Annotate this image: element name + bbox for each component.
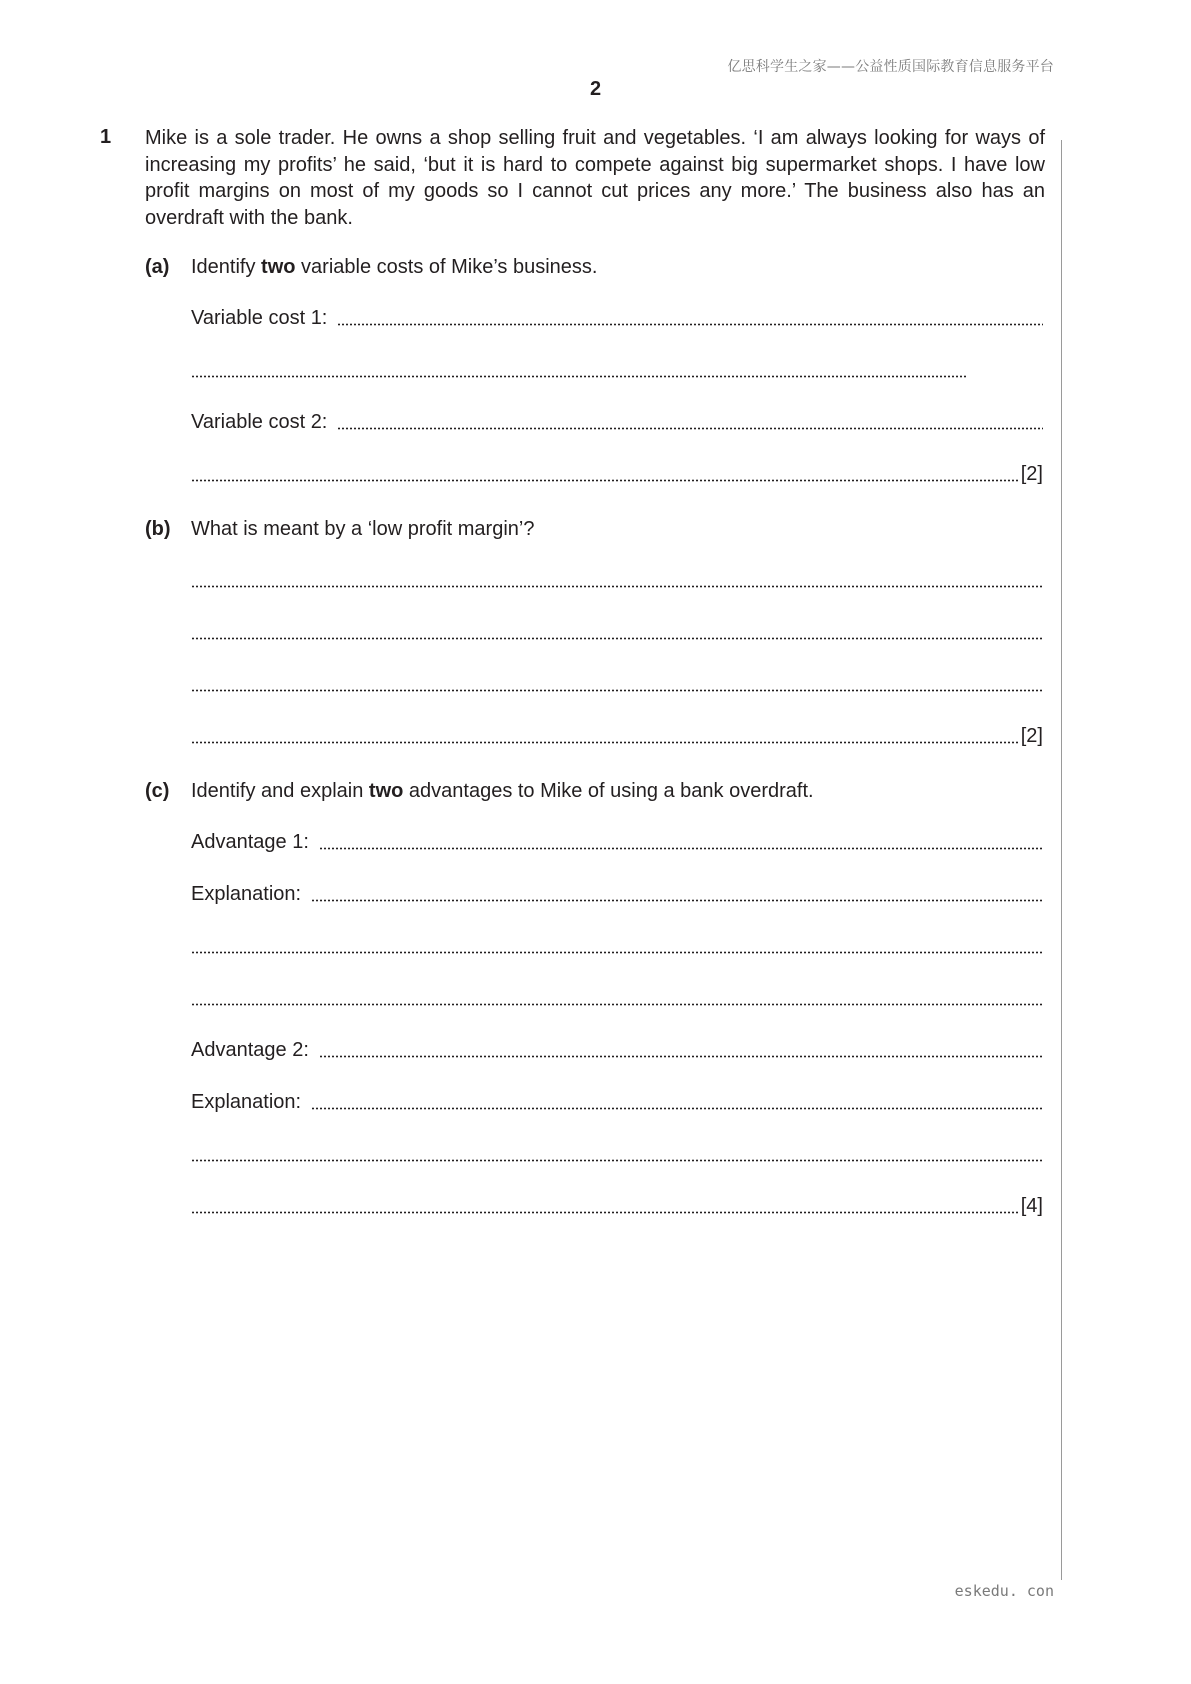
dotted-answer-line — [191, 1211, 1019, 1214]
part-b-label: (b) — [145, 518, 171, 540]
advantage-2-label: Advantage 2: — [191, 1039, 309, 1061]
marks-allocation-b: [2] — [1020, 725, 1043, 747]
answer-line-advantage-1[interactable] — [191, 830, 1043, 854]
explanation-1-label: Explanation: — [191, 883, 302, 905]
marks-allocation-a: [2] — [1020, 463, 1043, 485]
answer-line-variable-cost-1[interactable] — [191, 306, 1043, 330]
marks-allocation-c: [4] — [1020, 1195, 1043, 1217]
answer-line-b-2[interactable] — [191, 620, 1043, 644]
variable-cost-2-label: Variable cost 2: — [191, 411, 328, 433]
margin-rule — [1061, 140, 1062, 1580]
part-a-label: (a) — [145, 256, 170, 278]
part-c-question: Identify and explain two advantages to Mike of using a bank overdraft. — [191, 780, 814, 802]
footer-watermark: eskedu. con — [954, 1582, 1054, 1600]
answer-line-explanation-2-continued-a[interactable] — [191, 1142, 1043, 1166]
part-b-question: What is meant by a ‘low profit margin’? — [191, 518, 535, 540]
dotted-answer-line — [337, 427, 1043, 430]
answer-line-explanation-2-continued-b[interactable] — [191, 1194, 1043, 1218]
dotted-answer-line — [191, 585, 1043, 588]
question-number: 1 — [100, 126, 112, 148]
answer-line-b-4[interactable] — [191, 724, 1043, 748]
advantage-1-label: Advantage 1: — [191, 831, 309, 853]
variable-cost-1-label: Variable cost 1: — [191, 307, 328, 329]
part-a-question: Identify two variable costs of Mike’s business. — [191, 256, 598, 278]
answer-line-variable-cost-1-continued[interactable] — [191, 358, 966, 382]
dotted-answer-line — [337, 323, 1043, 326]
header-watermark: 亿思科学生之家——公益性质国际教育信息服务平台 — [727, 59, 1054, 75]
dotted-answer-line — [319, 847, 1043, 850]
dotted-answer-line — [191, 951, 1043, 954]
answer-line-explanation-1-continued-b[interactable] — [191, 986, 1043, 1010]
page-number: 2 — [589, 78, 602, 100]
answer-line-explanation-2[interactable] — [191, 1090, 1043, 1114]
answer-line-b-1[interactable] — [191, 568, 1043, 592]
dotted-answer-line — [191, 689, 1043, 692]
dotted-answer-line — [311, 1107, 1043, 1110]
dotted-answer-line — [191, 741, 1019, 744]
answer-line-advantage-2[interactable] — [191, 1038, 1043, 1062]
explanation-2-label: Explanation: — [191, 1091, 302, 1113]
answer-line-variable-cost-2[interactable] — [191, 410, 1043, 434]
answer-line-explanation-1-continued-a[interactable] — [191, 934, 1043, 958]
emphasis-two: two — [368, 780, 404, 802]
dotted-answer-line — [191, 637, 1043, 640]
dotted-answer-line — [191, 375, 966, 378]
answer-line-explanation-1[interactable] — [191, 882, 1043, 906]
part-c-label: (c) — [145, 780, 170, 802]
dotted-answer-line — [191, 1003, 1043, 1006]
dotted-answer-line — [311, 899, 1043, 902]
question-stem: Mike is a sole trader. He owns a shop selling fruit and vegetables. ‘I am always looking for ways of increasing my profits’ he said, ‘but it is hard to compete against big supermarket shops. I have low profit margins on most of my goods so I cannot cut prices any more.’ The business also has an overdraft with the bank. — [145, 127, 1045, 229]
emphasis-two: two — [261, 256, 296, 278]
dotted-answer-line — [191, 479, 1019, 482]
dotted-answer-line — [191, 1159, 1043, 1162]
answer-line-variable-cost-2-continued[interactable] — [191, 462, 1043, 486]
answer-line-b-3[interactable] — [191, 672, 1043, 696]
dotted-answer-line — [319, 1055, 1043, 1058]
